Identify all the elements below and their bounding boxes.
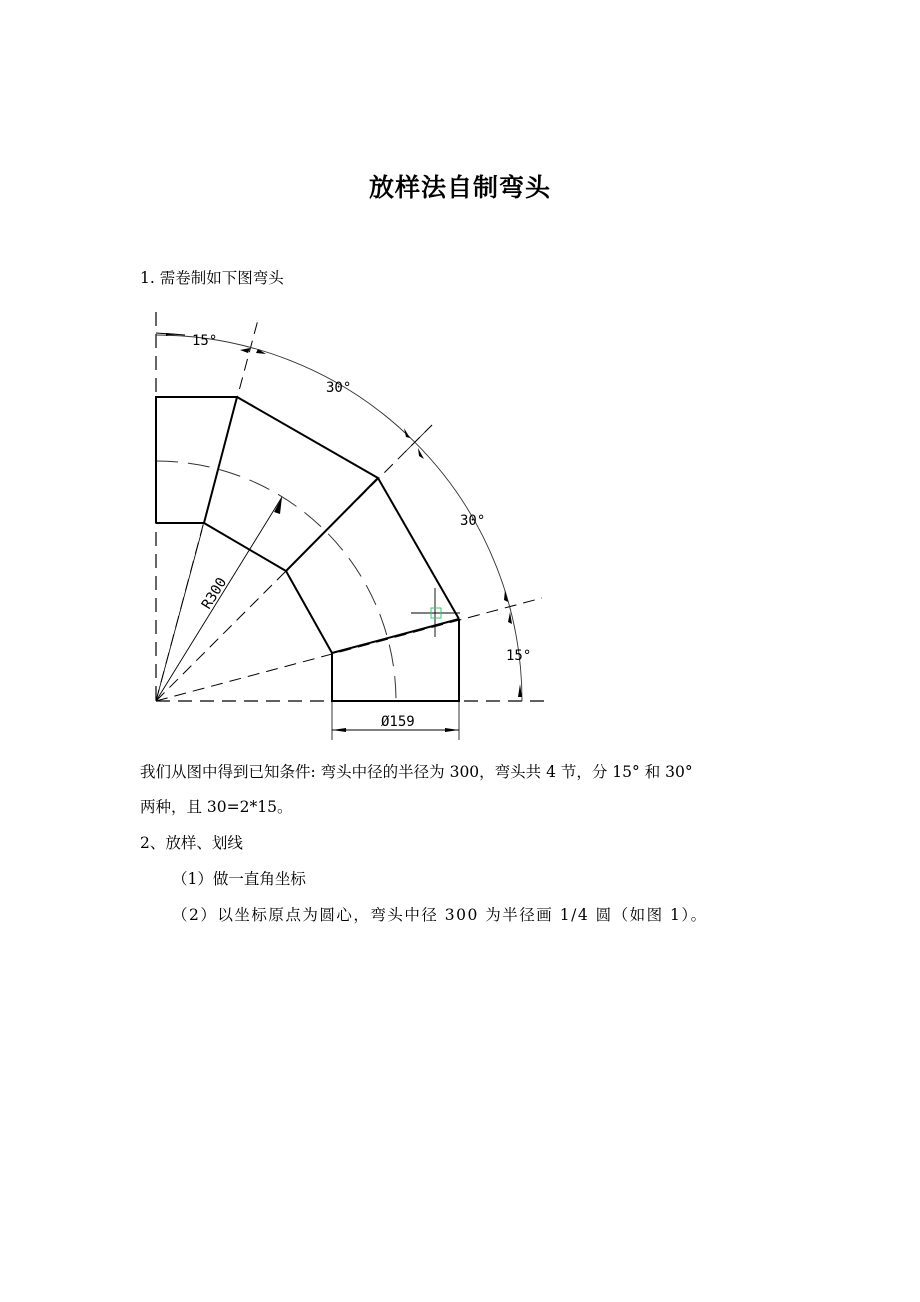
step-2: （2）以坐标原点为圆心，弯头中径 300 为半径画 1/4 圆（如图 1）。: [172, 906, 708, 924]
label-angle-bottom: 15°: [506, 648, 532, 664]
label-angle-lower-mid: 30°: [460, 513, 486, 529]
radial-line-15: [156, 598, 542, 701]
label-diameter: Ø159: [381, 714, 415, 730]
document-title: 放样法自制弯头: [368, 173, 551, 202]
section-1-heading: 1. 需卷制如下图弯头: [140, 269, 284, 287]
step-1: （1）做一直角坐标: [172, 870, 306, 888]
label-angle-upper-mid: 30°: [326, 380, 352, 396]
label-angle-top: 15°: [192, 333, 218, 349]
paragraph-line-1: 我们从图中得到已知条件: 弯头中径的半径为 300，弯头共 4 节，分 15° 和 30°: [140, 763, 693, 781]
section-2-heading: 2、放样、划线: [140, 834, 243, 852]
label-radius: R300: [198, 575, 231, 613]
paragraph-line-2: 两种，且 30=2*15。: [140, 798, 293, 816]
